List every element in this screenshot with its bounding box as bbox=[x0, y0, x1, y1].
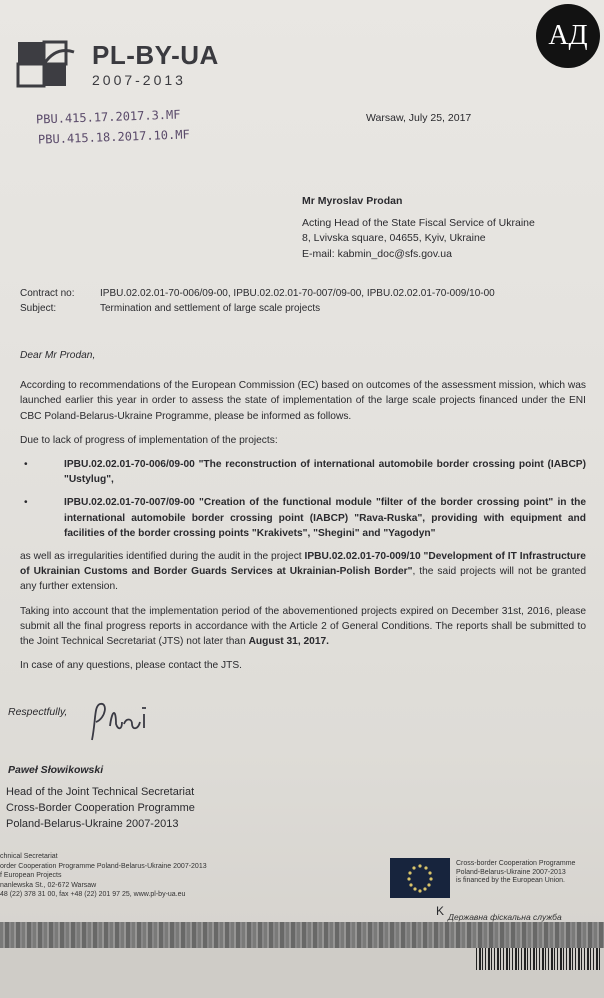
paragraph-4-deadline: August 31, 2017. bbox=[248, 636, 329, 648]
signer-title-line: Head of the Joint Technical Secretariat bbox=[6, 786, 195, 798]
footer-line: chnical Secretariat bbox=[0, 853, 58, 860]
eu-flag-icon bbox=[390, 858, 450, 898]
paragraph-1: According to recommendations of the European Commission (EC) based on outcomes of the assessment mission, which was launched earlier this year in order to assess the state of implementation of the large scale projects financed under the ENI CBC Poland-Belarus-Ukraine Programme, please be informed as follows. bbox=[20, 380, 586, 422]
contract-block bbox=[20, 286, 495, 316]
recipient-email: E-mail: kabmin_doc@sfs.gov.ua bbox=[302, 247, 452, 260]
footer-line: Poland-Belarus-Ukraine 2007-2013 bbox=[456, 868, 566, 876]
signer-title-line: Cross-Border Cooperation Programme bbox=[6, 802, 195, 814]
list-item-text: IPBU.02.02.01-70-006/09-00 "The reconstruction of international automobile border crossing point (IABCP) "Ustylug", bbox=[64, 459, 586, 486]
programme-logo-icon bbox=[16, 40, 78, 88]
bullet-icon: • bbox=[24, 459, 28, 471]
list-item bbox=[20, 495, 586, 541]
signer-titles bbox=[6, 784, 195, 832]
recipient-address: 8, Lvivska square, 04655, Kyiv, Ukraine bbox=[302, 232, 486, 244]
stamp-letter: K bbox=[436, 904, 445, 918]
bullet-icon: • bbox=[24, 497, 28, 509]
paragraph-5: In case of any questions, please contact the JTS. bbox=[20, 660, 242, 672]
recipient-name: Mr Myroslav Prodan bbox=[302, 195, 403, 207]
paragraph-3-intro: as well as irregularities identified during the audit in the project bbox=[20, 551, 305, 563]
logo-years: 2007-2013 bbox=[92, 72, 186, 88]
signature-icon bbox=[86, 700, 166, 744]
paragraph-4-text: Taking into account that the implementation period of the abovementioned projects expired on December 31st, 2016, please submit all the final progress reports in accordance with the Article 2 of General Conditions. The reports shall be submitted to the Joint Technical Secretariat (JTS) not later than bbox=[20, 605, 586, 648]
recipient-title: Acting Head of the State Fiscal Service of Ukraine bbox=[302, 216, 535, 229]
closing: Respectfully, bbox=[8, 706, 68, 718]
logo-title: PL-BY-UA bbox=[92, 40, 219, 70]
footer-line: Cross-border Cooperation Programme bbox=[456, 860, 576, 867]
footer-line: f European Projects bbox=[0, 872, 62, 879]
paragraph-3-end: , the said projects will not be granted any further extension. bbox=[20, 566, 587, 593]
contract-label: Contract no: bbox=[20, 288, 75, 299]
footer-line: order Cooperation Programme Poland-Belarus-Ukraine 2007-2013 bbox=[0, 862, 207, 870]
subject-label: Subject: bbox=[20, 303, 57, 314]
recipient-block bbox=[302, 194, 535, 262]
signer-name: Paweł Słowikowski bbox=[8, 764, 104, 776]
footer-line: is financed by the European Union. bbox=[456, 877, 565, 884]
list-item bbox=[20, 457, 586, 487]
letter-date: Warsaw, July 25, 2017 bbox=[366, 112, 472, 124]
salutation: Dear Mr Prodan, bbox=[20, 350, 96, 361]
contract-value: IPBU.02.02.01-70-006/09-00, IPBU.02.02.01-70-007/09-00, IPBU.02.02.01-70-009/10-00 bbox=[100, 288, 495, 299]
footer-contact bbox=[0, 852, 207, 900]
paragraph-4 bbox=[20, 604, 586, 650]
letter-body bbox=[20, 348, 586, 682]
paragraph-3 bbox=[20, 549, 586, 595]
footer-line: 48 (22) 378 31 00, fax +48 (22) 201 97 25, www.pl-by-ua.eu bbox=[0, 891, 186, 898]
barcode-icon bbox=[476, 948, 600, 970]
footer-line: nanlewska St., 02-672 Warsaw bbox=[0, 881, 97, 889]
eu-funding-note bbox=[456, 860, 575, 886]
handwritten-ref-1: PBU.415.17.2017.3.MF bbox=[35, 107, 181, 127]
handwritten-ref-2: PBU.415.18.2017.10.MF bbox=[37, 127, 190, 147]
paragraph-3-project: IPBU.02.02.01-70-009/10 "Development of IT Infrastructure of Ukrainian Customs and Border Guards Services at Ukrainian-Polish Border" bbox=[20, 551, 586, 578]
list-item-text: IPBU.02.02.01-70-007/09-00 "Creation of the functional module "filter of the border crossing point" in the international automobile border crossing point (IABCP) "Rava-Ruska", providing with equipment and facilities of the border crossing points "Krakivets", "Shegini" and "Yagodyn" bbox=[64, 497, 586, 539]
scan-strip bbox=[0, 922, 604, 948]
receipt-stamp: Державна фіскальна служба bbox=[448, 912, 562, 922]
channel-badge: АД bbox=[536, 4, 600, 68]
paragraph-2: Due to lack of progress of implementation of the projects: bbox=[20, 434, 278, 446]
subject-value: Termination and settlement of large scale projects bbox=[100, 303, 321, 314]
signer-title-line: Poland-Belarus-Ukraine 2007-2013 bbox=[6, 818, 179, 830]
